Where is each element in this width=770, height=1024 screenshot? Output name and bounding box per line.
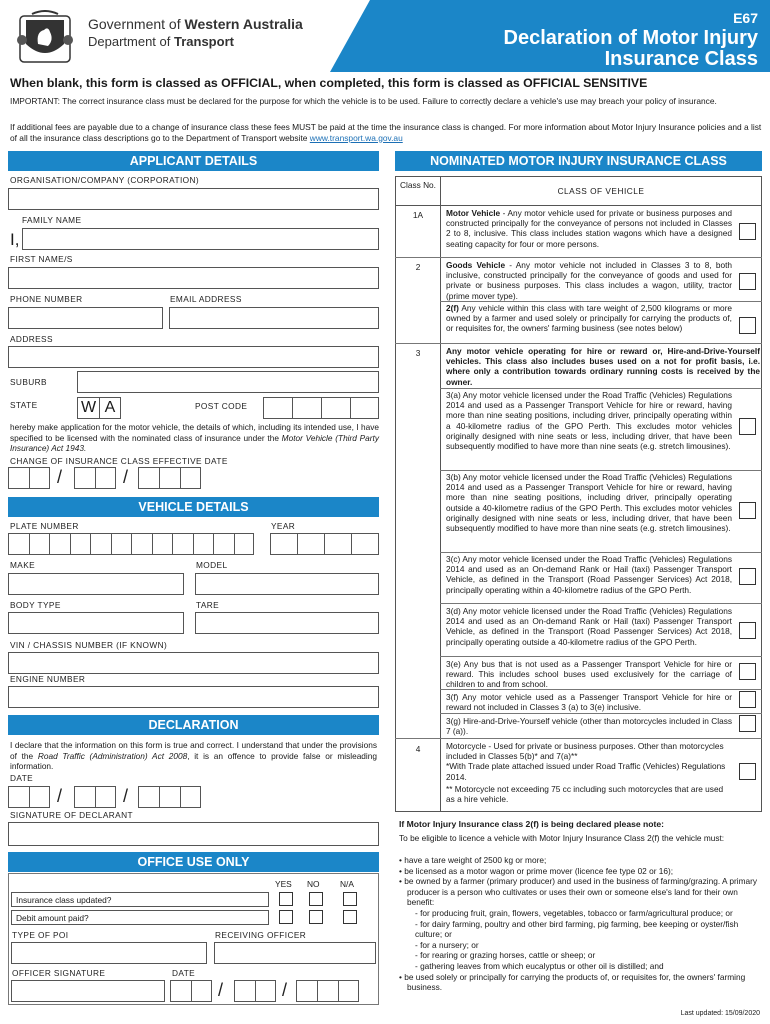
notes-intro: To be eligible to licence a vehicle with Motor Injury Insurance Class 2(f) the vehicle must: [399, 833, 725, 843]
class-4-desc: Motorcycle - Used for private or business purposes. Other than motorcycles included in Classes 5(b)* and 7(a)** *With Trade plate attached issued under Road Traffic (Vehicles) Regulations 2014. ** Motorcycle not exceeding 75 cc including such motorcycles that are used as a hire vehicle. [446, 741, 726, 805]
class-header-line [395, 205, 762, 206]
notes-bullet: • be licensed as a motor wagon or prime mover (licence fee type 02 or 16); [399, 865, 674, 876]
suburb-label: SUBURB [10, 377, 47, 387]
declaration-heading: DECLARATION [8, 715, 379, 735]
class-3c-checkbox[interactable] [739, 568, 756, 585]
row-divider [440, 689, 762, 690]
declaration-date-input[interactable]: / / [8, 786, 208, 808]
insurance-updated-question: Insurance class updated? [11, 892, 269, 907]
fees-notice: If additional fees are payable due to a change of insurance class these fees MUST be paid at the time the insurance class is changed. For more information about Motor Injury Insurance policies and a list of all the insurance class descriptions go to the Department of Transport website www.transport.wa.gov.au [10, 122, 762, 143]
dept-name: Department of Transport [88, 34, 234, 49]
notes-sub-item: - for dairy farming, poultry and other bird farming, pig farming, bee keeping or oyster/fish culture; or [415, 918, 739, 940]
debit-paid-question: Debit amount paid? [11, 910, 269, 925]
class-3b-checkbox[interactable] [739, 502, 756, 519]
col-class-no: Class No. [400, 180, 436, 190]
office-na: N/A [340, 879, 354, 889]
state-cell-1[interactable]: W [77, 397, 99, 419]
notes-heading: If Motor Injury Insurance class 2(f) is being declared please note: [399, 819, 665, 829]
phone-label: PHONE NUMBER [10, 294, 83, 304]
org-input[interactable] [8, 188, 379, 210]
receiving-officer-input[interactable] [214, 942, 376, 964]
class-3g-desc: 3(g) Hire-and-Drive-Yourself vehicle (other than motorcycles included in Class 7 (a)). [446, 716, 732, 737]
class-3e-desc: 3(e) Any bus that is not used as a Passenger Transport Vehicle for hire or reward. This includes school buses used exclusively for the carriage of children to and from school. [446, 659, 732, 690]
address-line2-input[interactable] [77, 371, 379, 393]
i-prefix: I, [10, 230, 20, 249]
row-divider [440, 603, 762, 604]
postcode-cells[interactable] [263, 397, 379, 419]
class-3g-checkbox[interactable] [739, 715, 756, 732]
row-divider [440, 656, 762, 657]
class-1a-no: 1A [412, 210, 424, 220]
class-table-divider [440, 176, 441, 812]
state-cells [77, 397, 121, 419]
class-3c-desc: 3(c) Any motor vehicle licensed under the Road Traffic (Vehicles) Regulations 2014 and used as an On-demand Rank or Hail (taxi) Passenger Transport Vehicle, as defined in the Transport (Road Passenger Services) Act 2018, principally operating within a 40-kilometre radius of the GPO Perth. [446, 554, 732, 595]
insurance-updated-yes[interactable] [279, 892, 293, 906]
family-name-label: FAMILY NAME [22, 215, 82, 225]
class-2f-checkbox[interactable] [739, 317, 756, 334]
row-divider [440, 470, 762, 471]
row-divider [440, 301, 762, 302]
debit-paid-na[interactable] [343, 910, 357, 924]
class-1a-checkbox[interactable] [739, 223, 756, 240]
change-date-label: CHANGE OF INSURANCE CLASS EFFECTIVE DATE [10, 456, 228, 466]
transport-website-link[interactable]: www.transport.wa.gov.au [309, 132, 403, 143]
classification-notice: When blank, this form is classed as OFFICIAL, when completed, this form is classed as OFFICIAL SENSITIVE [10, 76, 648, 90]
notes-sub-item: - for a nursery; or [415, 939, 479, 950]
plate-cells[interactable] [8, 533, 254, 555]
body-type-label: BODY TYPE [10, 600, 61, 610]
row-divider [440, 552, 762, 553]
model-input[interactable] [195, 573, 379, 595]
class-2-no: 2 [415, 262, 421, 272]
email-label: EMAIL ADDRESS [170, 294, 242, 304]
tare-label: TARE [196, 600, 220, 610]
form-code: E67 [733, 10, 758, 26]
notes-sub-item: - for rearing or grazing horses, cattle or sheep; or [415, 950, 596, 961]
make-label: MAKE [10, 560, 36, 570]
class-3f-checkbox[interactable] [739, 691, 756, 708]
class-4-no: 4 [415, 744, 421, 754]
engine-input[interactable] [8, 686, 379, 708]
row-divider [395, 738, 762, 739]
class-1a-desc: Motor Vehicle - Any motor vehicle used for private or business purposes and constructed principally for the conveyance of persons not included in Classes 2 to 8, inclusive. This class includes station wagons which have a designed seating capacity for four or more persons. [446, 208, 732, 249]
application-statement: hereby make application for the motor vehicle, the details of which, including its intended use, I have specified to be licensed with the nominated class of insurance under the Motor Vehicle (Third Party Insurance) Act 1943. [10, 422, 379, 454]
org-label: ORGANISATION/COMPANY (CORPORATION) [10, 175, 200, 185]
model-label: MODEL [196, 560, 228, 570]
class-2-checkbox[interactable] [739, 273, 756, 290]
class-3f-desc: 3(f) Any motor vehicle used as a Passenger Transport Vehicle for hire or reward not included in Classes 3 (a) to 3(e) inclusive. [446, 692, 732, 713]
notes-sub-item: - gathering leaves from which eucalyptus or other oil is distilled; and [415, 961, 664, 972]
row-divider [395, 343, 762, 344]
applicant-heading: APPLICANT DETAILS [8, 151, 379, 171]
class-3d-desc: 3(d) Any motor vehicle licensed under the Road Traffic (Vehicles) Regulations 2014 and used as an On-demand Rank or Hail (taxi) Passenger Transport Vehicle, as defined in the Transport (Road Passenger Services) Act 2018, principally operating outside a 40-kilometre radius of the GPO Perth. [446, 606, 732, 647]
class-3-desc: Any motor vehicle operating for hire or reward or, Hire-and-Drive-Yourself vehicles. This class also includes buses used on a not for profit basis, i.e. where only a contribution towards ordinary running costs is received by the owner. [446, 346, 760, 387]
signature-input[interactable] [8, 822, 379, 846]
notes-bullet: • be used solely or principally for carrying the products of, or requisites for, the owners' farming business. [399, 971, 746, 993]
plate-label: PLATE NUMBER [10, 521, 79, 531]
body-type-input[interactable] [8, 612, 184, 634]
office-date-input[interactable]: / / [170, 980, 375, 1002]
address-label: ADDRESS [10, 334, 53, 344]
class-3e-checkbox[interactable] [739, 663, 756, 680]
class-3-no: 3 [415, 348, 421, 358]
row-divider [395, 257, 762, 258]
notes-bullet: • have a tare weight of 2500 kg or more; [399, 855, 547, 865]
make-input[interactable] [8, 573, 184, 595]
debit-paid-no[interactable] [309, 910, 323, 924]
officer-signature-label: OFFICER SIGNATURE [12, 968, 106, 978]
debit-paid-yes[interactable] [279, 910, 293, 924]
address-input[interactable] [8, 346, 379, 368]
postcode-label: POST CODE [195, 401, 248, 411]
vehicle-heading: VEHICLE DETAILS [8, 497, 379, 517]
officer-signature-input[interactable] [11, 980, 165, 1002]
class-3b-desc: 3(b) Any motor vehicle licensed under the Road Traffic (Vehicles) Regulations 2014 and used as a Passenger Transport Vehicle for hire or reward, having more than nine seating positions, including driver, principally operating outside a 40-kilometre radius of the GPO Perth. This excludes motor vehicles originally designed with nine seats or less, including driver, that have been subsequently modified to have more than nine seats (e.g. stretch limousines). [446, 472, 732, 534]
class-3a-desc: 3(a) Any motor vehicle licensed under the Road Traffic (Vehicles) Regulations 2014 and used as a Passenger Transport Vehicle for hire or reward, having more than nine seating positions, including driver, principally operating within a 40-kilometre radius of the GPO Perth. This excludes motor vehicles originally designed with nine seats or less, including driver, that have been subsequently modified to have more than nine seats (e.g. stretch limousines). [446, 390, 732, 452]
important-notice: IMPORTANT: The correct insurance class must be declared for the purpose for which the vehicle is to be used. Failure to correctly declare a vehicle's use may breach your policy of insurance. [10, 96, 717, 106]
last-updated: Last updated: 15/09/2020 [680, 1010, 760, 1017]
class-2-desc: Goods Vehicle - Any motor vehicle not included in Classes 3 to 8, both inclusive, constructed principally for the conveyance of goods and used for private or business purposes. This class includes a wagon, utility, tractor (prime mover type). [446, 260, 732, 301]
gov-name: Government of Western Australia [88, 16, 303, 32]
class-3a-checkbox[interactable] [739, 418, 756, 435]
first-name-label: FIRST NAME/S [10, 254, 73, 264]
office-yes: YES [275, 879, 292, 889]
class-4-checkbox[interactable] [739, 763, 756, 780]
family-name-input[interactable] [22, 228, 379, 250]
state-label: STATE [10, 400, 38, 410]
class-2f-desc: 2(f) Any vehicle within this class with tare weight of 2,500 kilograms or more owned by a farmer and used solely or principally for carrying the products of, or requisites for, the owners' farming business (see notes below) [446, 303, 732, 334]
engine-label: ENGINE NUMBER [10, 674, 86, 684]
col-class-of-vehicle: CLASS OF VEHICLE [557, 186, 645, 196]
notes-bullet: • be owned by a farmer (primary producer) and used in the business of farming/grazing. A primary producer is a person who cultivates or uses their own or someone else's land for their own benefit: [399, 876, 758, 908]
tare-input[interactable] [195, 612, 379, 634]
notes-sub-item: - for producing fruit, grain, flowers, vegetables, tobacco or farm/agricultural produce; or [415, 908, 733, 919]
row-divider [440, 713, 762, 714]
poi-label: TYPE OF POI [12, 930, 69, 940]
receiving-officer-label: RECEIVING OFFICER [215, 930, 307, 940]
poi-input[interactable] [11, 942, 207, 964]
declaration-statement: I declare that the information on this form is true and correct. I understand that under the provisions of the Road Traffic (Administration) Act 2008, it is an offence to provide false or misleading information. [10, 740, 377, 772]
row-divider [440, 388, 762, 389]
phone-input[interactable] [8, 307, 163, 329]
first-name-input[interactable] [8, 267, 379, 289]
office-date-label: DATE [172, 968, 196, 978]
insurance-updated-na[interactable] [343, 892, 357, 906]
notes-list [399, 855, 761, 993]
insurance-updated-no[interactable] [309, 892, 323, 906]
vin-input[interactable] [8, 652, 379, 674]
nominated-heading: NOMINATED MOTOR INJURY INSURANCE CLASS [395, 151, 762, 171]
declaration-date-label: DATE [10, 773, 34, 783]
email-input[interactable] [169, 307, 379, 329]
vin-label: VIN / CHASSIS NUMBER (IF KNOWN) [10, 640, 168, 650]
wa-crest-logo [14, 10, 76, 66]
class-3d-checkbox[interactable] [739, 622, 756, 639]
change-date-input[interactable]: / / [8, 467, 204, 489]
state-cell-2[interactable]: A [99, 397, 121, 419]
form-title: Declaration of Motor Injury Insurance Class [503, 27, 758, 70]
year-cells[interactable] [270, 533, 379, 555]
office-no: NO [307, 879, 320, 889]
office-heading: OFFICE USE ONLY [8, 852, 379, 872]
year-label: YEAR [271, 521, 296, 531]
signature-label: SIGNATURE OF DECLARANT [10, 810, 133, 820]
